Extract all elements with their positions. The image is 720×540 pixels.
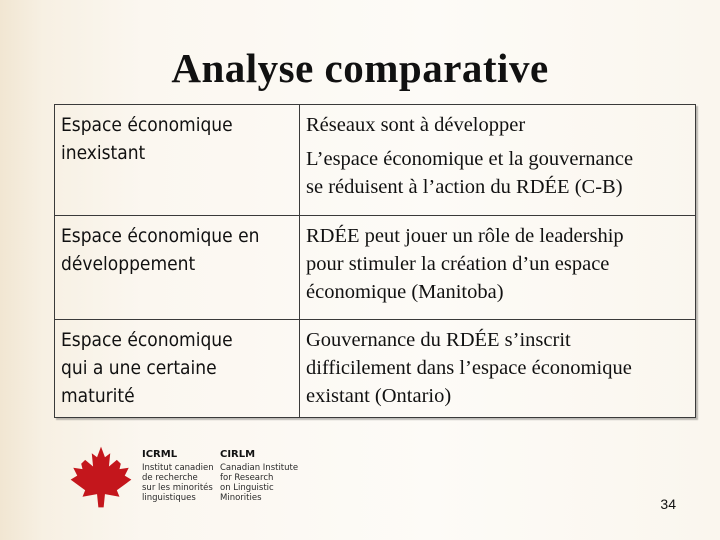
org-icrml-line: linguistiques [142,493,196,503]
org-cirlm-line: for Research [220,473,274,483]
page-number: 34 [660,496,676,512]
row-label [55,216,300,320]
footer-logo-block [60,440,720,540]
row-description [300,105,696,216]
org-icrml [142,450,214,503]
org-icrml-abbr: ICRML [142,449,178,460]
org-icrml-line: sur les minorités [142,483,213,493]
table-row [55,320,696,418]
row-label-line: maturité [61,385,135,407]
row-label-line: développement [61,253,196,275]
row-label-line: Espace économique [61,329,233,351]
org-icrml-line: de recherche [142,473,198,483]
row-description-line: existant (Ontario) [306,385,452,407]
row-description [300,320,696,418]
row-description-line: L’espace économique et la gouvernance [306,148,634,170]
org-icrml-line: Institut canadien [142,463,214,473]
row-description-line: RDÉE peut jouer un rôle de leadership [306,225,624,247]
table-row [55,216,696,320]
org-cirlm-line: on Linguistic [220,483,274,493]
row-label [55,320,300,418]
row-description-line: Gouvernance du RDÉE s’inscrit [306,329,571,351]
row-description [300,216,696,320]
comparison-table [54,104,696,418]
maple-leaf-icon [66,444,136,510]
row-description-line: économique (Manitoba) [306,281,504,303]
row-description-line: difficilement dans l’espace économique [306,357,632,379]
row-description-line: se réduisent à l’action du RDÉE (C-B) [306,176,623,198]
org-cirlm-line: Canadian Institute [220,463,299,473]
row-label-line: Espace économique en [61,225,260,247]
org-cirlm-abbr: CIRLM [220,449,256,460]
row-label [55,105,300,216]
row-description-line: Réseaux sont à développer [306,114,526,136]
org-cirlm [220,450,298,503]
row-label-line: qui a une certaine [61,357,217,379]
org-cirlm-line: Minorities [220,493,262,503]
table-row [55,105,696,216]
row-description-line: pour stimuler la création d’un espace [306,253,610,275]
row-label-line: Espace économique [61,114,233,136]
row-label-line: inexistant [61,142,146,164]
slide-title: Analyse comparative [171,45,549,91]
